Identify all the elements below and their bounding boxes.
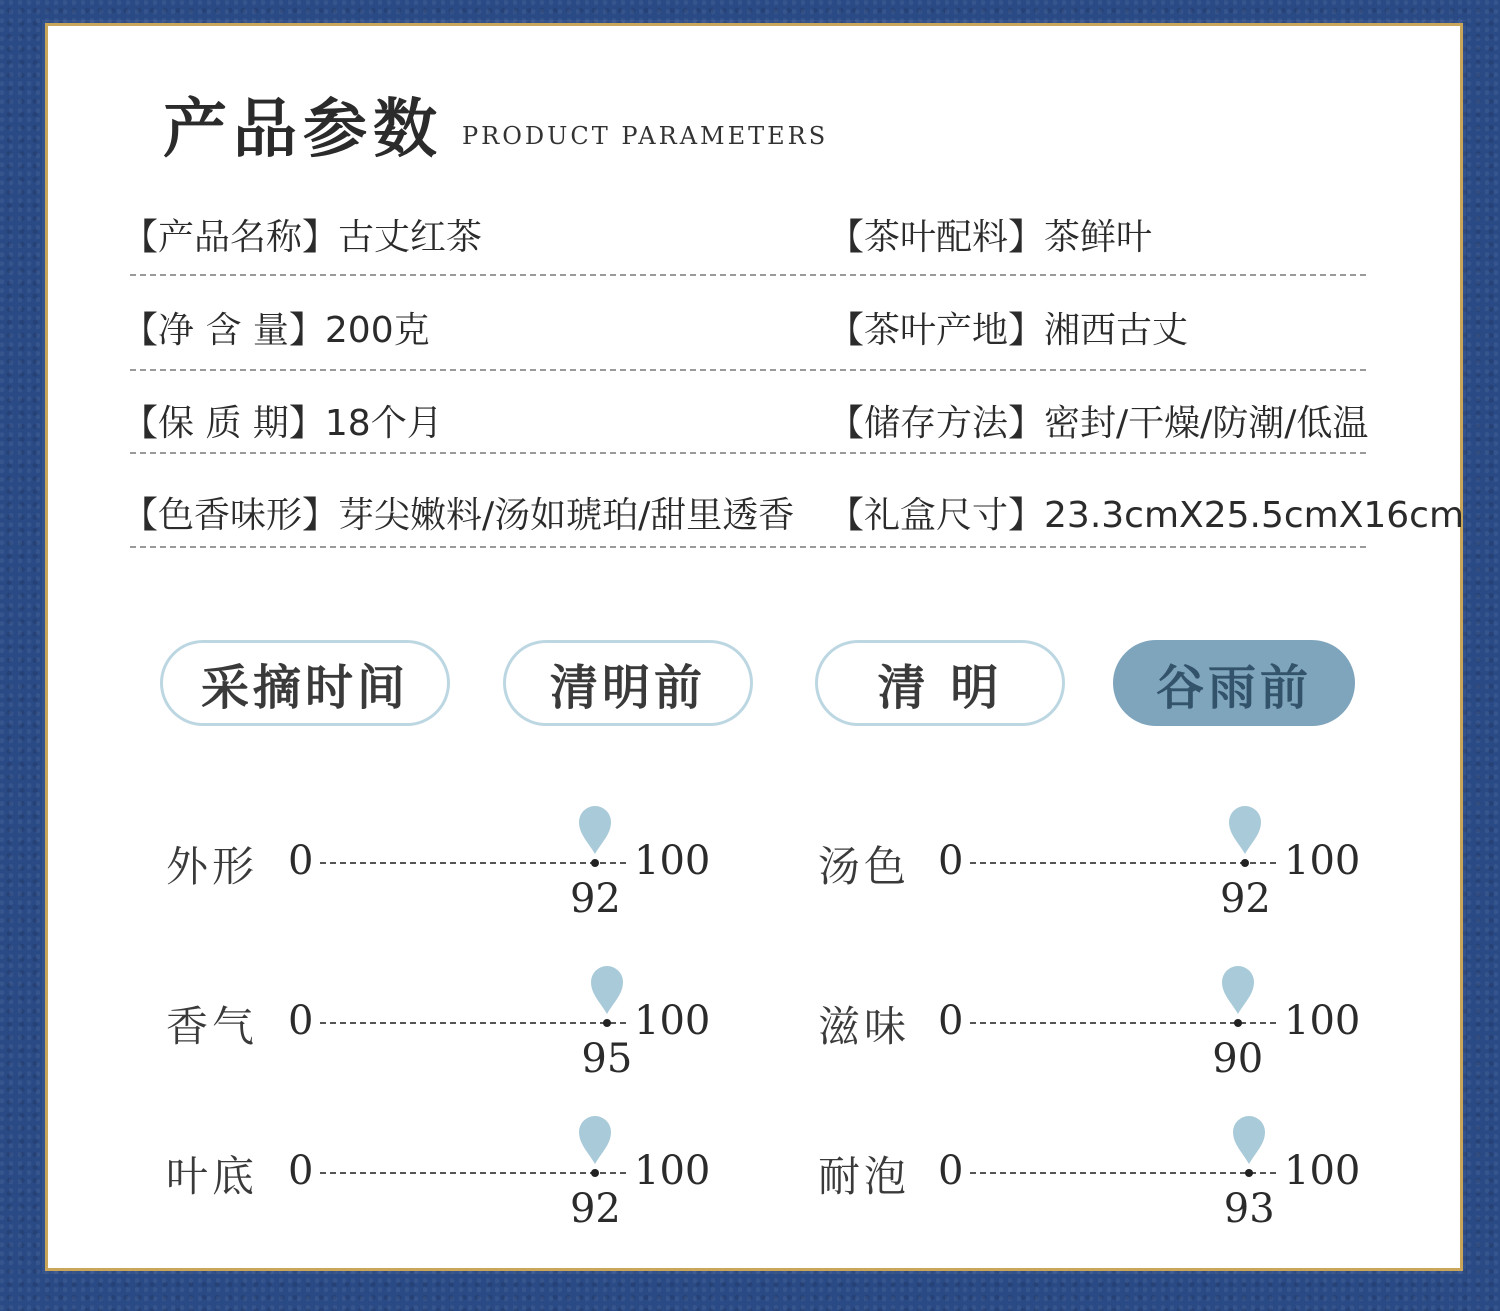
scale-max-label: 100 <box>1284 838 1361 884</box>
score-value: 90 <box>1212 1036 1264 1082</box>
harvest-option-before-guyu[interactable]: 谷雨前 <box>1113 640 1355 726</box>
param-ingredients <box>828 209 1152 260</box>
scale-track <box>970 1022 1276 1024</box>
scale-max-label: 100 <box>634 838 711 884</box>
divider <box>130 546 1366 548</box>
param-value: 密封/干燥/防潮/低温 <box>1044 403 1369 444</box>
score-value: 92 <box>569 1186 621 1232</box>
scale-min-label: 0 <box>938 838 964 884</box>
scale-track <box>970 1172 1276 1174</box>
score-marker-dot <box>603 1019 611 1027</box>
rating-label: 香气 <box>166 1002 259 1051</box>
param-value: 古丈红茶 <box>338 217 483 258</box>
param-label: 【储存方法】 <box>828 403 1045 444</box>
score-marker-dot <box>1241 859 1249 867</box>
param-origin <box>828 302 1188 353</box>
param-shelf-life <box>122 395 443 446</box>
param-label: 【净 含 量】 <box>122 310 325 351</box>
harvest-option-qingming[interactable]: 清 明 <box>815 640 1065 726</box>
rating-label: 汤色 <box>818 842 911 891</box>
divider <box>130 452 1366 454</box>
param-label: 【色香味形】 <box>122 495 339 536</box>
divider <box>130 369 1366 371</box>
harvest-option-before-qingming[interactable]: 清明前 <box>503 640 753 726</box>
score-pin-icon <box>1221 964 1255 1014</box>
score-marker-dot <box>591 1169 599 1177</box>
divider <box>130 274 1366 276</box>
param-value: 湘西古丈 <box>1044 310 1189 351</box>
scale-max-label: 100 <box>1284 1148 1361 1194</box>
param-label: 【礼盒尺寸】 <box>828 495 1045 536</box>
scale-min-label: 0 <box>288 1148 314 1194</box>
param-value: 23.3cmX25.5cmX16cm <box>1044 495 1465 536</box>
param-label: 【茶叶配料】 <box>828 217 1045 258</box>
scale-min-label: 0 <box>938 1148 964 1194</box>
scale-track <box>320 1172 626 1174</box>
param-value: 18个月 <box>324 403 443 444</box>
score-pin-icon <box>578 1114 612 1164</box>
param-value: 茶鲜叶 <box>1044 217 1153 258</box>
rating-label: 耐泡 <box>818 1152 911 1201</box>
score-value: 92 <box>569 876 621 922</box>
param-storage <box>828 395 1368 446</box>
score-pin-icon <box>1232 1114 1266 1164</box>
param-value: 200克 <box>324 310 430 351</box>
score-pin-icon <box>1228 804 1262 854</box>
score-marker-dot <box>591 859 599 867</box>
scale-min-label: 0 <box>938 998 964 1044</box>
score-marker-dot <box>1234 1019 1242 1027</box>
param-label: 【茶叶产地】 <box>828 310 1045 351</box>
score-pin-icon <box>578 804 612 854</box>
score-value: 93 <box>1223 1186 1275 1232</box>
score-value: 95 <box>581 1036 633 1082</box>
param-box-size <box>828 487 1464 538</box>
harvest-label: 采摘时间 <box>160 640 450 726</box>
scale-track <box>320 1022 626 1024</box>
scale-max-label: 100 <box>1284 998 1361 1044</box>
param-product-name <box>122 209 482 260</box>
scale-min-label: 0 <box>288 998 314 1044</box>
score-marker-dot <box>1245 1169 1253 1177</box>
scale-track <box>970 862 1276 864</box>
param-net-weight <box>122 302 430 353</box>
rating-label: 滋味 <box>818 1002 911 1051</box>
score-value: 92 <box>1219 876 1271 922</box>
param-label: 【产品名称】 <box>122 217 339 258</box>
parameters-card <box>48 26 1465 1268</box>
scale-min-label: 0 <box>288 838 314 884</box>
param-label: 【保 质 期】 <box>122 403 325 444</box>
rating-label: 外形 <box>166 842 259 891</box>
param-characteristics <box>122 487 794 538</box>
page-subtitle: PRODUCT PARAMETERS <box>462 122 829 150</box>
scale-track <box>320 862 626 864</box>
score-pin-icon <box>590 964 624 1014</box>
scale-max-label: 100 <box>634 1148 711 1194</box>
param-value: 芽尖嫩料/汤如琥珀/甜里透香 <box>338 495 795 536</box>
page-title: 产品参数 <box>163 92 443 167</box>
rating-label: 叶底 <box>166 1152 259 1201</box>
scale-max-label: 100 <box>634 998 711 1044</box>
